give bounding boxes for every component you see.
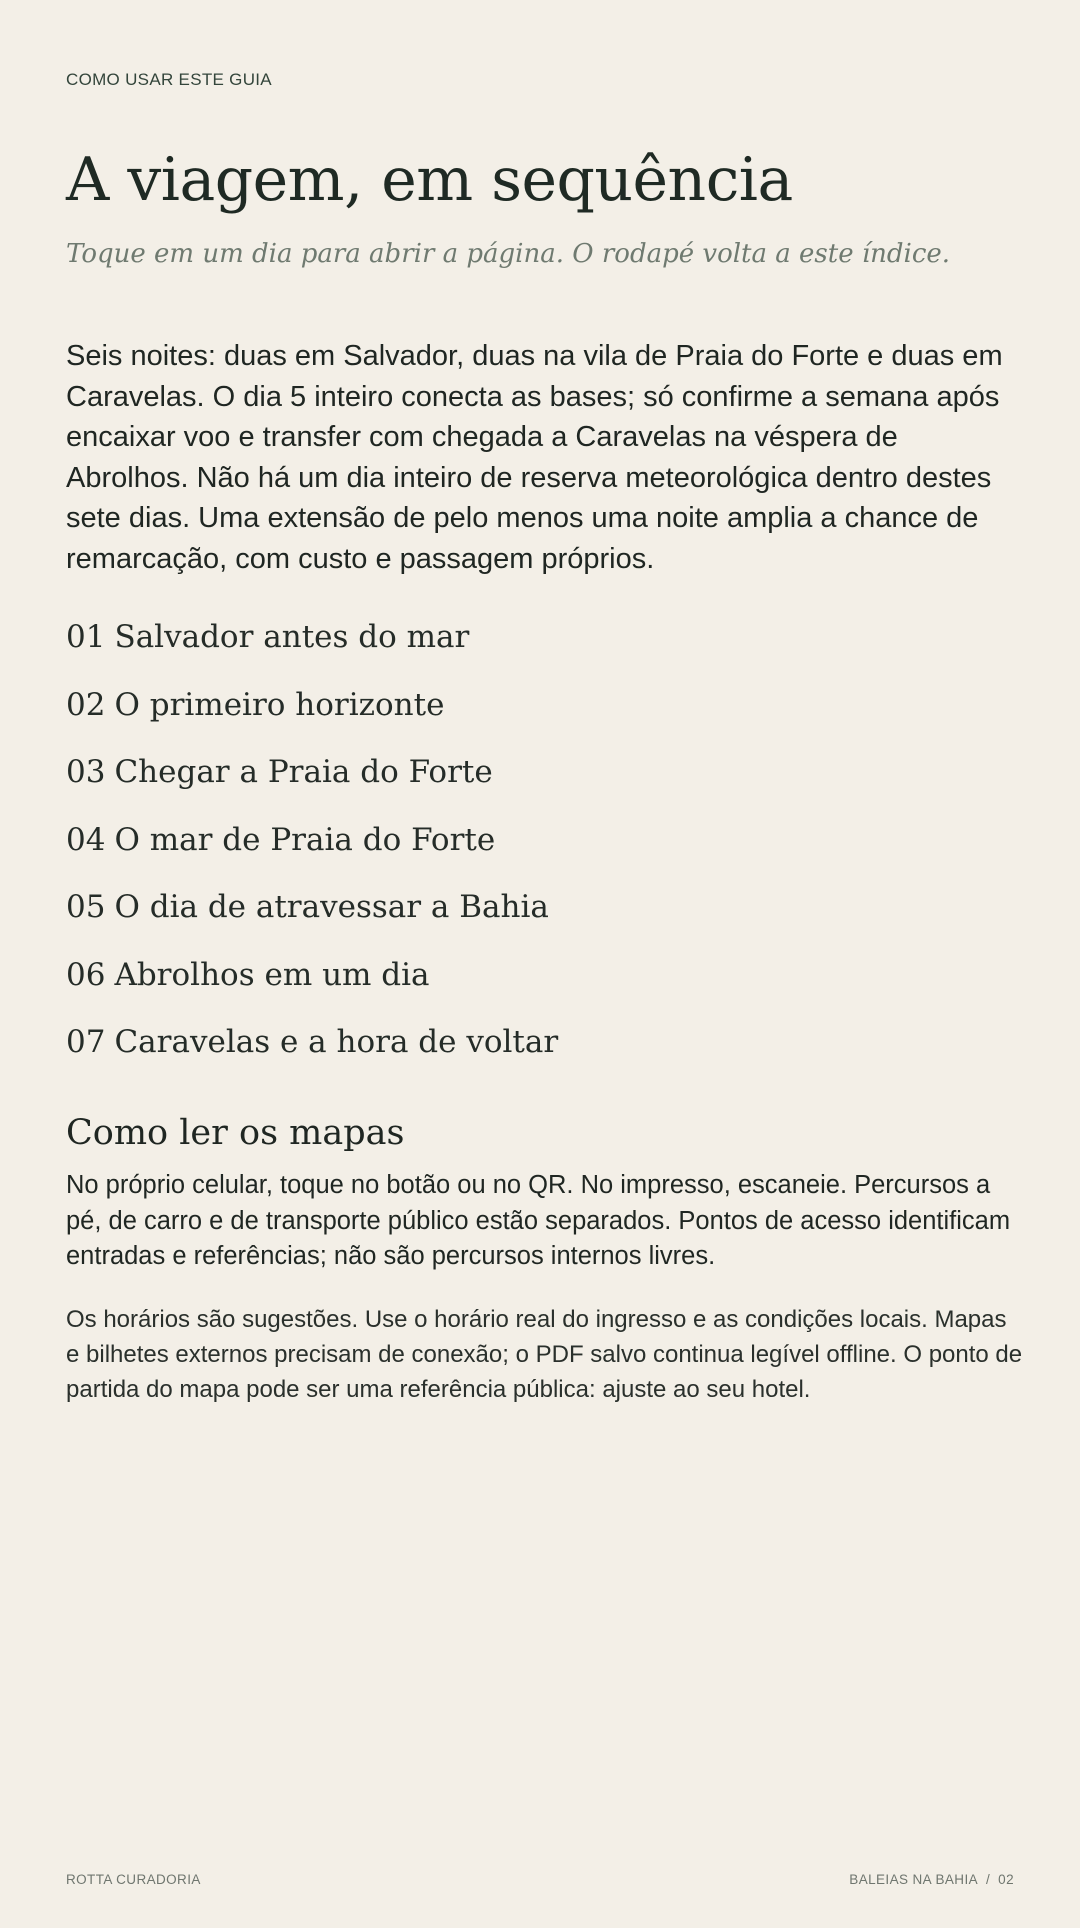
toc-item-number: 05 bbox=[66, 889, 106, 925]
toc-item-label: Caravelas e a hora de voltar bbox=[114, 1024, 559, 1060]
toc-item-number: 03 bbox=[66, 754, 106, 790]
toc-item-label: Salvador antes do mar bbox=[114, 619, 470, 655]
toc-item-label: O dia de atravessar a Bahia bbox=[114, 889, 549, 925]
toc-item-number: 04 bbox=[66, 821, 106, 858]
toc-item-label: Abrolhos em um dia bbox=[114, 956, 430, 993]
footer-separator: / bbox=[986, 1872, 991, 1887]
intro-paragraph: Seis noites: duas em Salvador, duas na vila de Praia do Forte e duas em Caravelas. O dia 5 inteiro conecta as bases; só confirme a semana após encaixar voo e transfer com chegada a Caravelas na véspera de Abrolhos. Não há um dia inteiro de reserva meteorológica dentro destes sete dias. Uma extensão de pelo menos uma noite amplia a chance de remarcação, com custo e passagem próprios. bbox=[66, 340, 1003, 575]
maps-paragraph-1: No próprio celular, toque no botão ou no QR. No impresso, escaneie. Percursos a pé, de carro e de transporte público estão separados. Pontos de acesso identificam entradas e referências; não são percursos internos livres. bbox=[66, 1171, 1011, 1270]
toc-item-day-02[interactable] bbox=[66, 680, 558, 748]
toc-item-day-04[interactable] bbox=[66, 815, 558, 883]
footer-page-number: 02 bbox=[998, 1872, 1014, 1887]
toc-item-label: O primeiro horizonte bbox=[114, 686, 445, 723]
toc-item-number: 06 bbox=[66, 956, 106, 993]
toc-item-day-07[interactable] bbox=[66, 1017, 558, 1085]
toc-item-day-05[interactable] bbox=[66, 882, 558, 950]
footer-index-link[interactable] bbox=[849, 1872, 1014, 1887]
day-index bbox=[66, 612, 558, 1085]
footer-brand: ROTTA CURADORIA bbox=[66, 1872, 201, 1887]
toc-item-label: Chegar a Praia do Forte bbox=[114, 754, 493, 790]
maps-paragraph-2: Os horários são sugestões. Use o horário real do ingresso e as condições locais. Mapas e bilhetes externos precisam de conexão; o PDF salvo continua legível offline. O ponto de partida do mapa pode ser uma referência pública: ajuste ao seu hotel. bbox=[66, 1306, 1023, 1403]
section-eyebrow: COMO USAR ESTE GUIA bbox=[66, 70, 272, 89]
page-subtitle: Toque em um dia para abrir a página. O rodapé volta a este índice. bbox=[66, 239, 951, 269]
toc-item-day-06[interactable] bbox=[66, 950, 558, 1018]
page-title: A viagem, em sequência bbox=[66, 145, 793, 215]
toc-item-number: 02 bbox=[66, 686, 106, 723]
toc-item-label: O mar de Praia do Forte bbox=[114, 821, 496, 858]
toc-item-number: 01 bbox=[66, 619, 106, 655]
footer-guide-title: BALEIAS NA BAHIA bbox=[849, 1872, 979, 1887]
toc-item-number: 07 bbox=[66, 1024, 106, 1060]
maps-section-title: Como ler os mapas bbox=[66, 1113, 405, 1153]
toc-item-day-01[interactable] bbox=[66, 612, 558, 680]
toc-item-day-03[interactable] bbox=[66, 747, 558, 815]
